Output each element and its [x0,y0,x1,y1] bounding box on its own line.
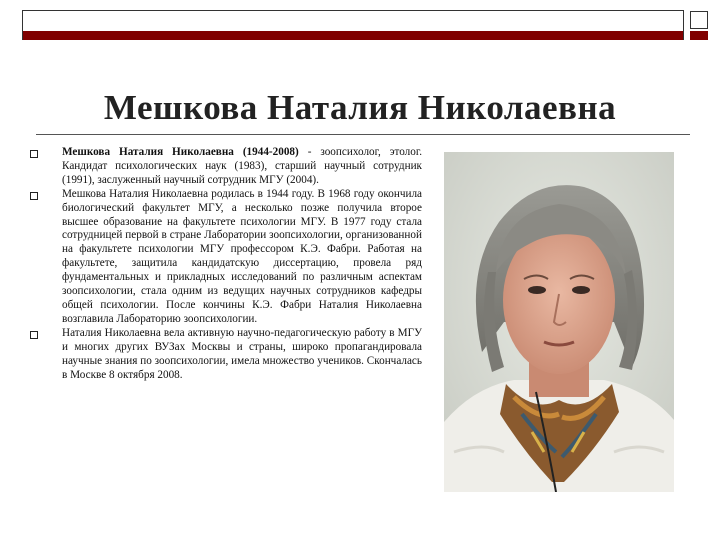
title-divider [36,134,690,135]
bullet-bold-lead: Мешкова Наталия Николаевна (1944-2008) [62,146,299,158]
bullet-text: Наталия Николаевна вела активную научно-педагогическую работу в МГУ и многих других ВУЗах Москвы и страны, широко пропагандировала научные знания по зоопсихологии, имела множество учеников. Скончалась в Москве 8 октября 2008. [62,326,422,381]
bullet-text [62,146,422,188]
bullet-body: - зоопсихолог, этолог. Кандидат психологических наук (1983), старший научный сотрудник (1991), заслуженный научный сотрудник МГУ (2004). [62,146,422,186]
header-corner-square [690,11,708,29]
bullet-item [30,327,422,383]
bullet-item [30,188,422,327]
header-red-band [23,31,683,40]
bullet-item [30,146,422,188]
bullet-square-icon [30,331,38,339]
header-corner-red [690,31,708,40]
portrait-illustration [444,152,674,492]
bullet-square-icon [30,192,38,200]
portrait-photo [444,152,674,492]
bullet-list [30,146,422,382]
slide-title: Мешкова Наталия Николаевна [103,88,617,127]
bullet-square-icon [30,150,38,158]
header-decoration [22,10,684,40]
bullet-text: Мешкова Наталия Николаевна родилась в 1944 году. В 1968 году окончила биологический факультет МГУ, а несколько позже получила второе высшее образование на факультете психологии МГУ. В 1977 году стала сотрудницей первой в стране Лаборатории зоопсихологии, организованной на факультете психологии МГУ профессором К.Э. Фабри. Работая на факультете, защитила кандидатскую диссертацию, провела ряд фундаментальных и прикладных исследований по различным аспектам зоопсихологии, стала одним из ведущих научных сотрудников кафедры общей психологии. После кончины К.Э. Фабри Наталия Николаевна возглавила Лабораторию зоопсихологии. [62,187,422,325]
